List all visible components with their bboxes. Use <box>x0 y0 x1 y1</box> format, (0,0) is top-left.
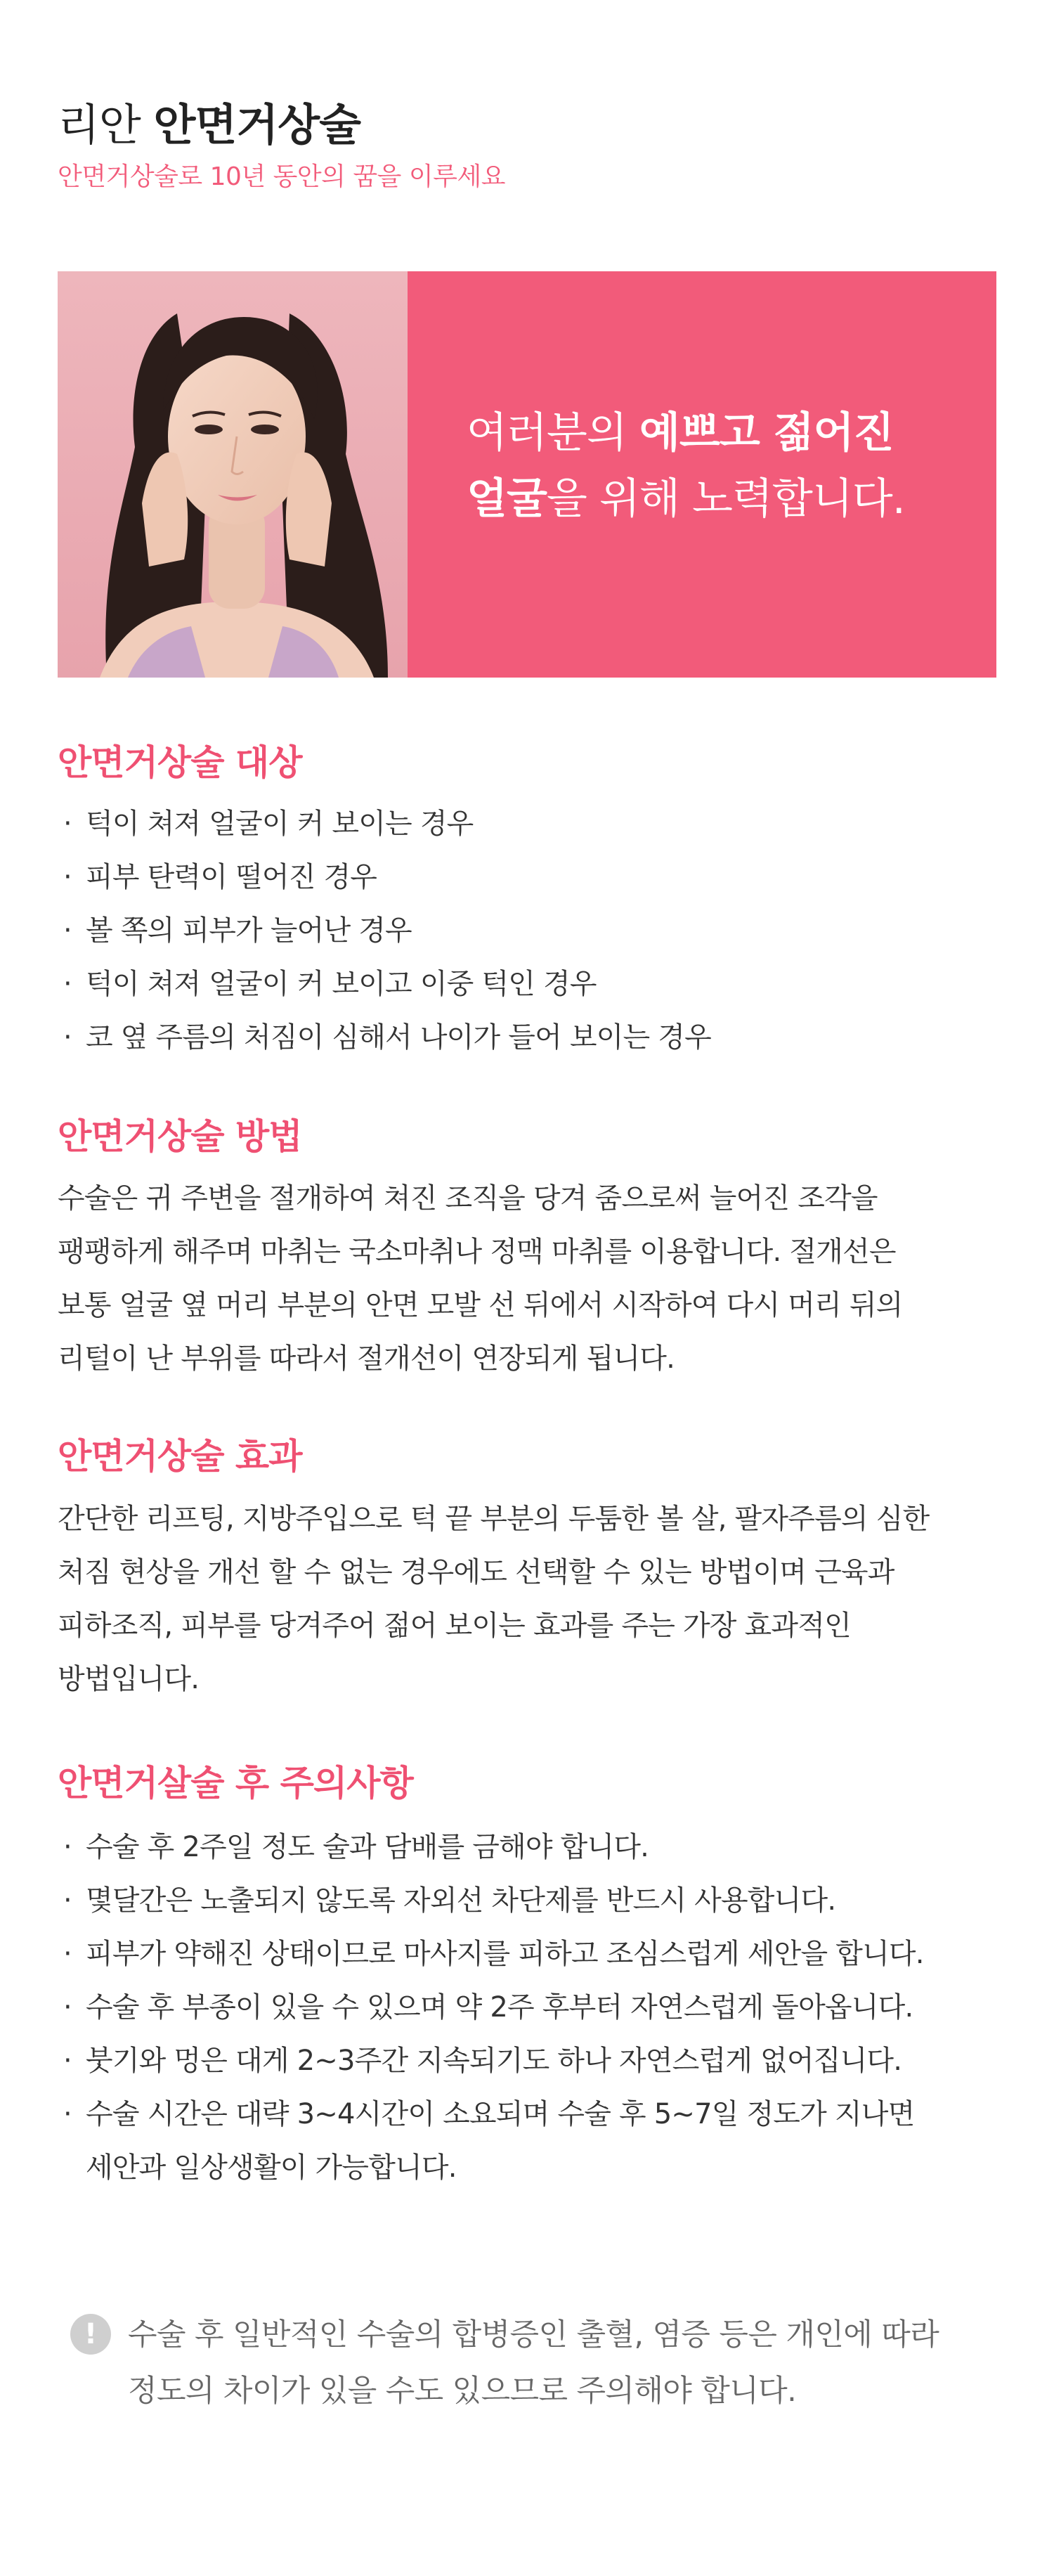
bullet-icon: · <box>63 808 72 840</box>
bullet-icon: · <box>63 1021 72 1054</box>
slogan-emphasis: 얼굴 <box>467 474 547 524</box>
title-prefix: 리안 <box>58 99 141 150</box>
list-item <box>58 797 711 850</box>
list-item <box>58 1011 711 1064</box>
list-item <box>58 957 711 1011</box>
list-item-text-continued: 세안과 일상생활이 가능합니다. <box>86 2151 457 2184</box>
hero-banner <box>58 271 996 678</box>
paragraph-line: 간단한 리프팅, 지방주입으로 턱 끝 부분의 두툼한 볼 살, 팔자주름의 심한 <box>58 1503 930 1535</box>
list-item <box>58 850 711 904</box>
bullet-icon: · <box>63 861 72 893</box>
list-item-text: 수술 후 2주일 정도 술과 담배를 금해야 합니다. <box>86 1831 649 1863</box>
effect-paragraph <box>58 1492 996 1706</box>
bullet-icon: · <box>63 1884 72 1917</box>
slogan-text: 을 위해 노력합니다. <box>546 474 905 524</box>
bullet-icon: · <box>63 1831 72 1863</box>
title-main: 안면거상술 <box>153 99 360 150</box>
target-list <box>58 797 711 1064</box>
list-item-text: 볼 쪽의 피부가 늘어난 경우 <box>86 914 412 947</box>
list-item <box>58 1981 924 2034</box>
bullet-icon: · <box>63 1991 72 2024</box>
banner-message-panel <box>408 271 996 678</box>
paragraph-line: 보통 얼굴 옆 머리 부분의 안면 모발 선 뒤에서 시작하여 다시 머리 뒤의 <box>58 1289 903 1321</box>
list-item-text: 피부가 약해진 상태이므로 마사지를 피하고 조심스럽게 세안을 합니다. <box>86 1938 924 1970</box>
list-item <box>58 1927 924 1981</box>
exclamation-icon: ! <box>70 2314 111 2355</box>
paragraph-line: 피하조직, 피부를 당겨주어 젊어 보이는 효과를 주는 가장 효과적인 <box>58 1610 851 1642</box>
notice-line: 정도의 차이가 있을 수도 있으므로 주의해야 합니다. <box>128 2374 797 2409</box>
notice-text <box>128 2307 939 2419</box>
list-item <box>58 2088 924 2194</box>
section-title-method: 안면거상술 방법 <box>58 1116 302 1157</box>
list-item-text: 턱이 쳐져 얼굴이 커 보이고 이중 턱인 경우 <box>86 968 597 1000</box>
slogan-emphasis: 예쁘고 젊어진 <box>639 408 894 458</box>
list-item-text: 피부 탄력이 떨어진 경우 <box>86 861 377 893</box>
list-item <box>58 1874 924 1927</box>
list-item <box>58 1820 924 1874</box>
notice-line: 수술 후 일반적인 수술의 합병증인 출혈, 염증 등은 개인에 따라 <box>128 2317 939 2352</box>
list-item-text: 붓기와 멍은 대게 2~3주간 지속되기도 하나 자연스럽게 없어집니다. <box>86 2045 902 2077</box>
model-portrait-illustration <box>58 271 408 678</box>
bullet-icon: · <box>63 968 72 1000</box>
list-item <box>58 2034 924 2088</box>
slogan-text: 여러분의 <box>467 408 627 458</box>
bullet-icon: · <box>63 2045 72 2077</box>
list-item-text: 수술 시간은 대략 3~4시간이 소요되며 수술 후 5~7일 정도가 지나면 <box>86 2098 915 2130</box>
bullet-icon: · <box>63 2098 72 2130</box>
page-subtitle: 안면거상술로 10년 동안의 꿈을 이루세요 <box>58 162 505 191</box>
paragraph-line: 팽팽하게 해주며 마취는 국소마취나 정맥 마취를 이용합니다. 절개선은 <box>58 1236 896 1268</box>
list-item-text: 코 옆 주름의 처짐이 심해서 나이가 들어 보이는 경우 <box>86 1021 711 1054</box>
section-title-target: 안면거상술 대상 <box>58 742 302 783</box>
paragraph-line: 처짐 현상을 개선 할 수 없는 경우에도 선택할 수 있는 방법이며 근육과 <box>58 1556 894 1588</box>
method-paragraph <box>58 1172 996 1385</box>
paragraph-line: 수술은 귀 주변을 절개하여 쳐진 조직을 당겨 줌으로써 늘어진 조각을 <box>58 1182 878 1215</box>
caution-list <box>58 1820 924 2194</box>
paragraph-line: 방법입니다. <box>58 1663 200 1695</box>
list-item <box>58 904 711 957</box>
list-item-text: 몇달간은 노출되지 않도록 자외선 차단제를 반드시 사용합니다. <box>86 1884 836 1917</box>
list-item-text: 턱이 쳐져 얼굴이 커 보이는 경우 <box>86 808 474 840</box>
section-title-effect: 안면거상술 효과 <box>58 1436 302 1477</box>
banner-slogan <box>467 400 972 532</box>
paragraph-line: 리털이 난 부위를 따라서 절개선이 연장되게 됩니다. <box>58 1342 675 1375</box>
page-title <box>58 97 360 153</box>
bullet-icon: · <box>63 914 72 947</box>
section-title-caution: 안면거살술 후 주의사항 <box>58 1763 413 1804</box>
model-photo <box>58 271 408 678</box>
bullet-icon: · <box>63 1938 72 1970</box>
list-item-text: 수술 후 부종이 있을 수 있으며 약 2주 후부터 자연스럽게 돌아옵니다. <box>86 1991 913 2024</box>
